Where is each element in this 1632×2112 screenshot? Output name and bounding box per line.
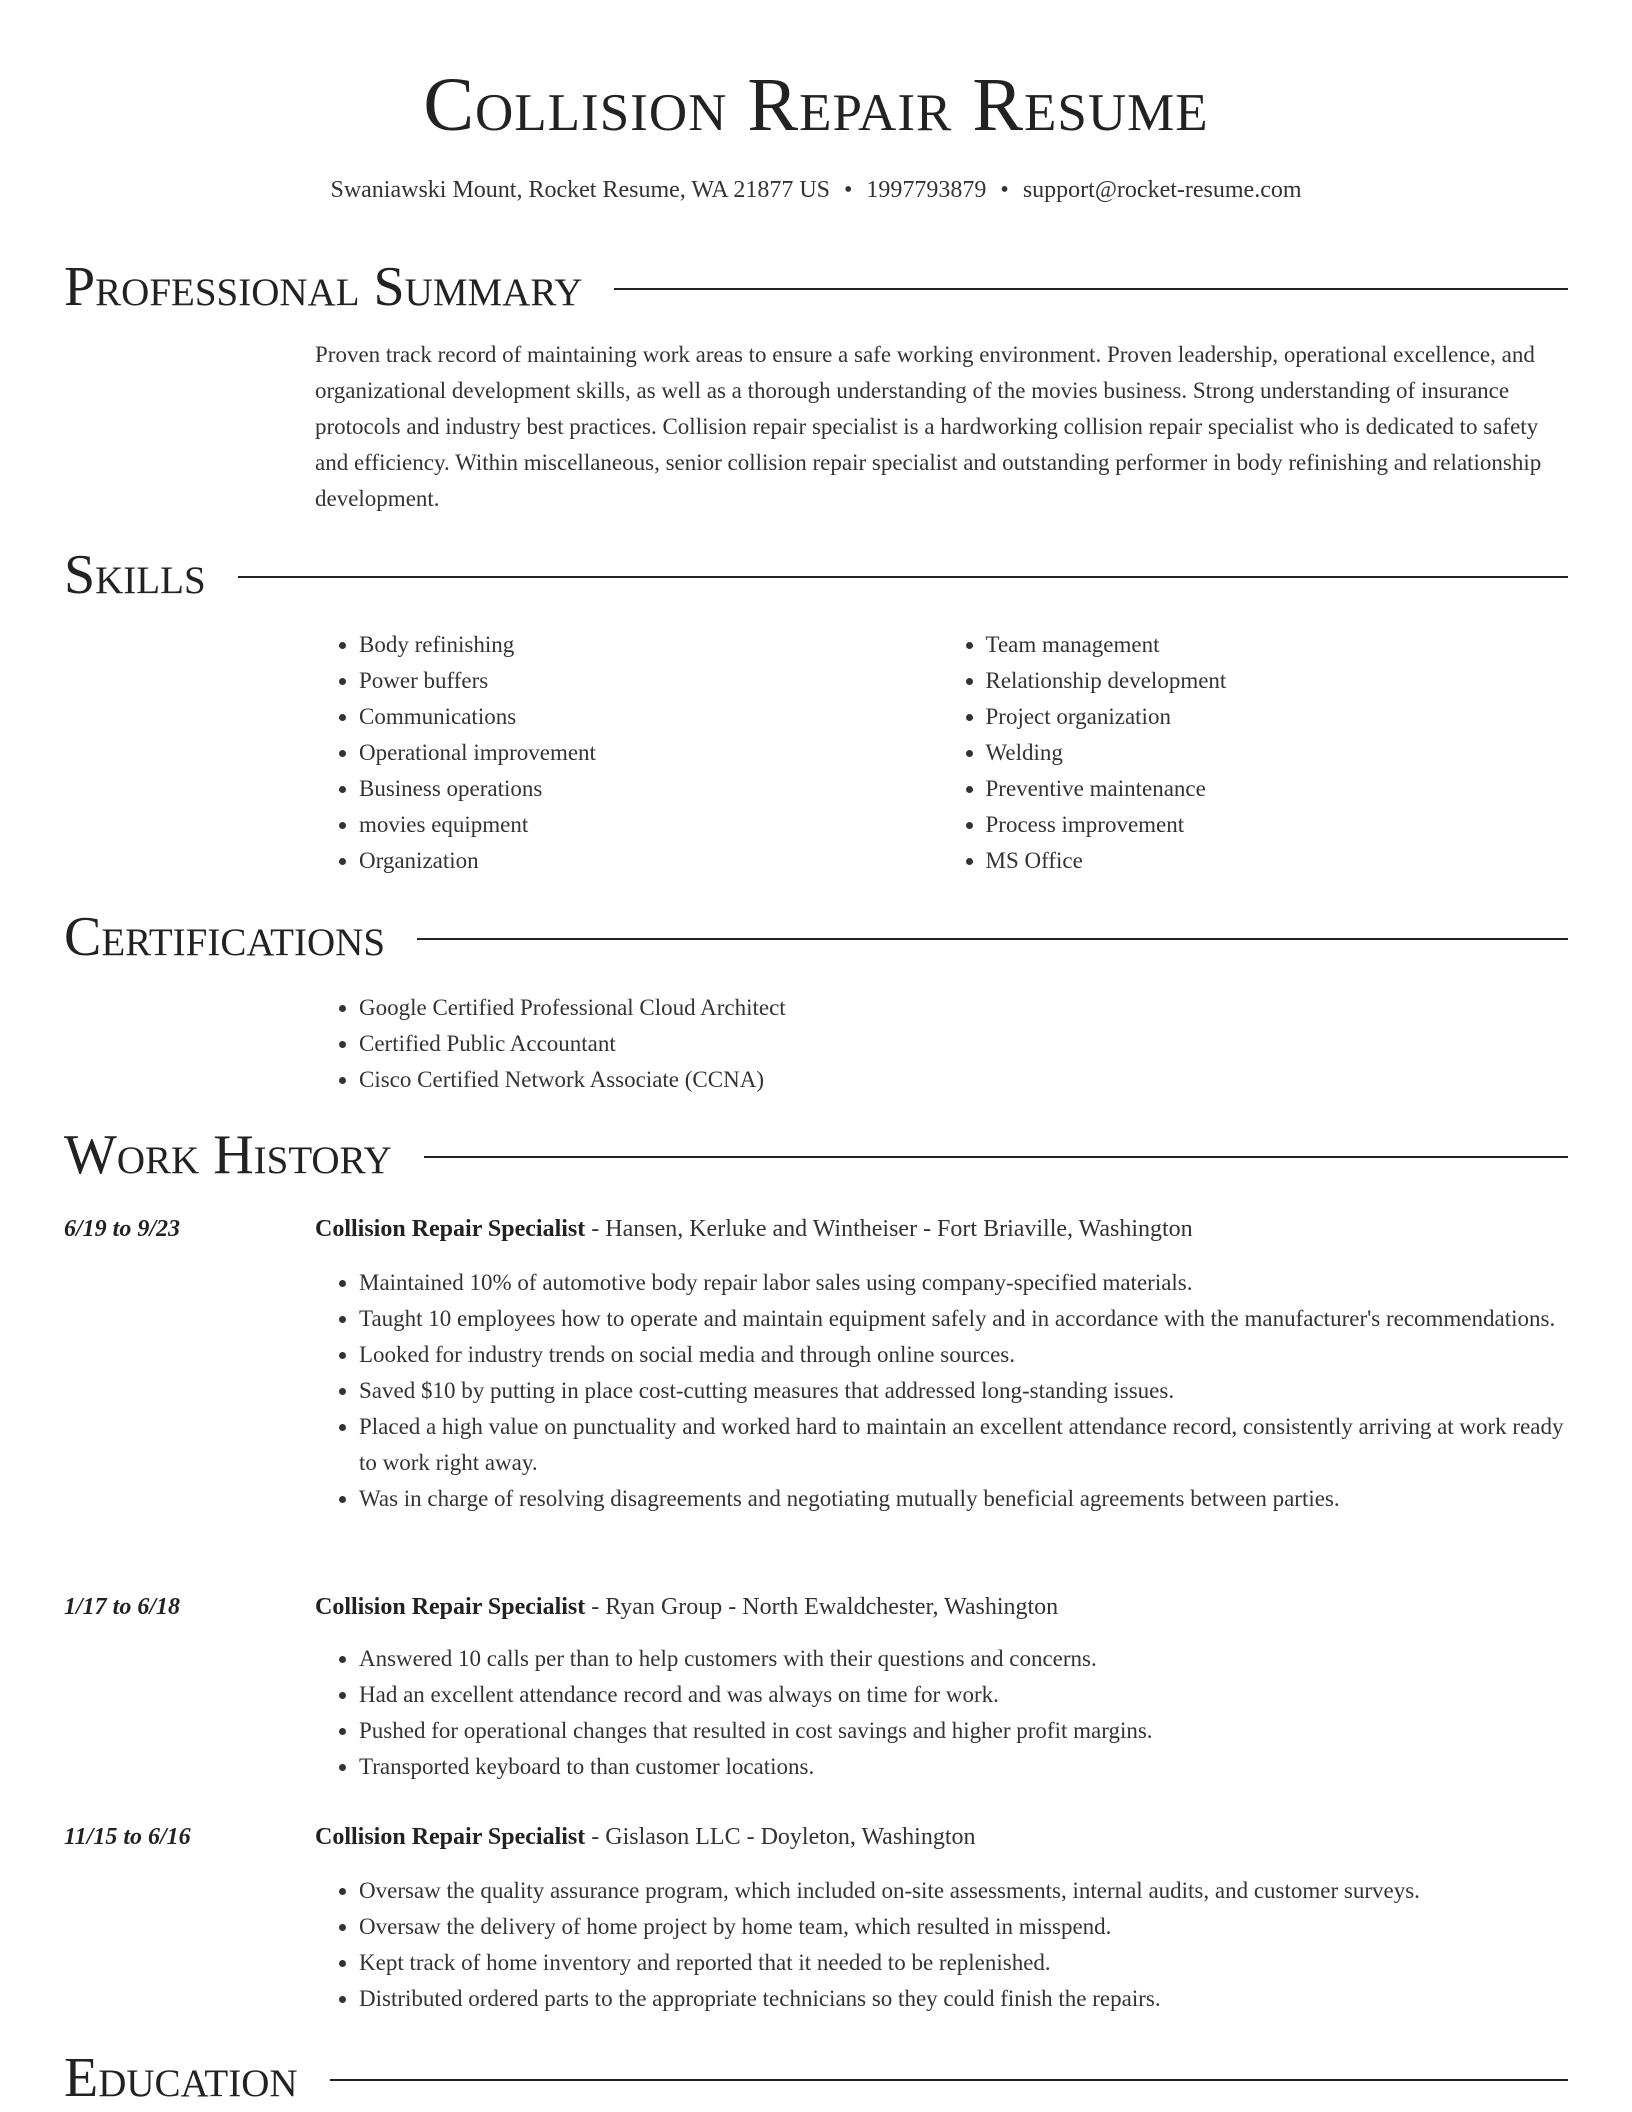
job-bullet: • Saved $10 by putting in place cost-cutting measures that addressed long-standing issues.	[359, 1373, 1568, 1409]
skill-item: • Process improvement	[986, 807, 1569, 843]
skill-item: • movies equipment	[359, 807, 942, 843]
skill-item: • Business operations	[359, 771, 942, 807]
section-header-education	[64, 2046, 1568, 2110]
section-divider	[424, 1156, 1568, 1158]
job-bullet: • Placed a high value on punctuality and worked hard to maintain an excellent attendance record, consistently arriving at work ready to work right away.	[359, 1409, 1568, 1481]
section-title-certifications: Certifications	[64, 906, 386, 968]
contact-line	[0, 174, 1632, 206]
job-bullet: • Answered 10 calls per than to help customers with their questions and concerns.	[359, 1641, 1568, 1677]
job-bullet: • Kept track of home inventory and reported that it needed to be replenished.	[359, 1945, 1568, 1981]
job-bullets-block	[315, 1641, 1568, 1785]
job-bullet: • Had an excellent attendance record and was always on time for work.	[359, 1677, 1568, 1713]
skill-item: • Relationship development	[986, 663, 1569, 699]
section-header-work	[64, 1123, 1568, 1187]
job-details: - Hansen, Kerluke and Wintheiser - Fort Briaville, Washington	[585, 1216, 1193, 1242]
skill-item: • Power buffers	[359, 663, 942, 699]
skill-item: • Body refinishing	[359, 627, 942, 663]
certification-item: • Certified Public Accountant	[359, 1026, 1568, 1062]
skill-item: • Welding	[986, 735, 1569, 771]
contact-email: support@rocket-resume.com	[1022, 177, 1302, 203]
job-role: Collision Repair Specialist	[315, 1216, 586, 1242]
skill-item: • MS Office	[986, 843, 1569, 879]
job-details: - Ryan Group - North Ewaldchester, Washington	[585, 1594, 1059, 1620]
skill-item: • Preventive maintenance	[986, 771, 1569, 807]
job-role: Collision Repair Specialist	[315, 1824, 586, 1850]
job-bullet: • Pushed for operational changes that resulted in cost savings and higher profit margins.	[359, 1713, 1568, 1749]
skills-list-right	[942, 627, 1569, 879]
job-header	[315, 1589, 1568, 1625]
job-bullet: • Transported keyboard to than customer locations.	[359, 1749, 1568, 1785]
section-title-summary: Professional Summary	[64, 256, 583, 318]
job-header	[315, 1211, 1568, 1247]
summary-block	[315, 337, 1568, 517]
job-bullet: • Looked for industry trends on social media and through online sources.	[359, 1337, 1568, 1373]
job-bullets-block	[315, 1873, 1568, 2017]
skill-item: • Communications	[359, 699, 942, 735]
section-divider	[330, 2079, 1568, 2081]
skill-item: • Project organization	[986, 699, 1569, 735]
contact-phone: 1997793879	[866, 177, 987, 203]
job-details: - Gislason LLC - Doyleton, Washington	[585, 1824, 976, 1850]
job-bullet: • Oversaw the quality assurance program, which included on-site assessments, internal audits, and customer surveys.	[359, 1873, 1568, 1909]
section-divider	[238, 576, 1568, 578]
section-divider	[614, 288, 1568, 290]
job-dates: 1/17 to 6/18	[64, 1594, 181, 1620]
summary-text: Proven track record of maintaining work areas to ensure a safe working environment. Proven leadership, operational excellence, and organizational development skills, as well as a thorough understanding of the movies business. Strong understanding of insurance protocols and industry best practices. Collision repair specialist is a hardworking collision repair specialist who is dedicated to safety and efficiency. Within miscellaneous, senior collision repair specialist and outstanding performer in body refinishing and relationship development.	[315, 342, 1542, 511]
section-title-skills: Skills	[64, 544, 206, 606]
certifications-block	[315, 990, 1568, 1098]
section-header-skills	[64, 543, 1568, 607]
job-bullet: • Oversaw the delivery of home project by home team, which resulted in misspend.	[359, 1909, 1568, 1945]
section-title-work: Work History	[64, 1124, 392, 1186]
skill-item: • Organization	[359, 843, 942, 879]
skills-columns	[315, 627, 1568, 879]
job-bullet: • Was in charge of resolving disagreements and negotiating mutually beneficial agreements between parties.	[359, 1481, 1568, 1517]
section-header-summary	[64, 255, 1568, 319]
section-title-education: Education	[64, 2047, 298, 2109]
certification-item: • Google Certified Professional Cloud Architect	[359, 990, 1568, 1026]
resume-title: Collision Repair Resume	[423, 63, 1209, 147]
job-bullets	[315, 1641, 1568, 1785]
job-bullets	[315, 1265, 1568, 1517]
skill-item: • Team management	[986, 627, 1569, 663]
skills-block	[315, 627, 1568, 879]
skill-item: • Operational improvement	[359, 735, 942, 771]
job-dates: 11/15 to 6/16	[64, 1824, 191, 1850]
contact-separator: •	[1000, 177, 1009, 203]
certifications-list	[315, 990, 1568, 1098]
job-dates: 6/19 to 9/23	[64, 1216, 181, 1242]
job-bullet: • Maintained 10% of automotive body repair labor sales using company-specified materials.	[359, 1265, 1568, 1301]
section-header-certifications	[64, 905, 1568, 969]
skills-list-left	[315, 627, 942, 879]
job-bullet: • Distributed ordered parts to the appropriate technicians so they could finish the repairs.	[359, 1981, 1568, 2017]
job-role: Collision Repair Specialist	[315, 1594, 586, 1620]
job-header	[315, 1819, 1568, 1855]
contact-separator: •	[844, 177, 853, 203]
job-bullets-block	[315, 1265, 1568, 1517]
job-bullets	[315, 1873, 1568, 2017]
section-divider	[417, 938, 1568, 940]
job-bullet: • Taught 10 employees how to operate and maintain equipment safely and in accordance with the manufacturer's recommendations.	[359, 1301, 1568, 1337]
contact-address: Swaniawski Mount, Rocket Resume, WA 21877 US	[330, 177, 831, 203]
certification-item: • Cisco Certified Network Associate (CCNA)	[359, 1062, 1568, 1098]
